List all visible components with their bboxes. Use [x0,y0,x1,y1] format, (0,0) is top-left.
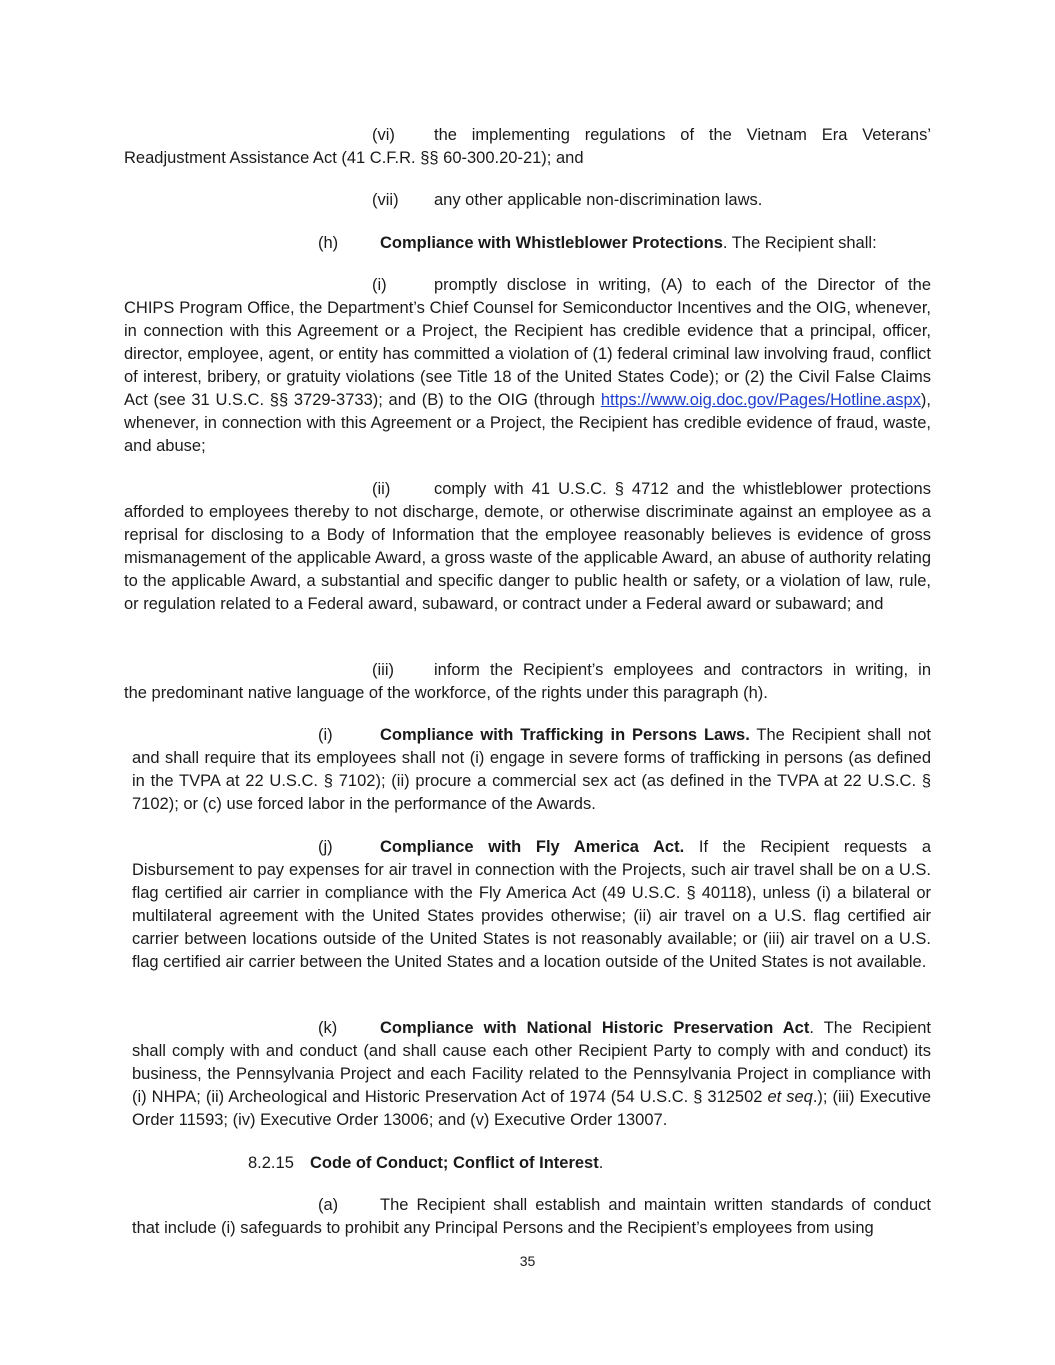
paragraph-a [132,1194,931,1240]
paragraph-vii-line [124,189,931,212]
section-heading: Compliance with National Historic Preservation Act [380,1019,810,1037]
section-8-2-15 [124,1152,931,1175]
section-heading: Compliance with Trafficking in Persons Laws. [380,726,750,744]
section-heading: Compliance with Fly America Act. [380,838,685,856]
paragraph-j [132,836,931,974]
section-heading: Code of Conduct; Conflict of Interest [310,1154,599,1172]
paragraph-text: Disbursement to pay expenses for air travel in connection with the Projects, such air travel shall be on a U.S. flag certified air carrier in compliance with the Fly America Act (49 U.S.C. § 40118), unless (i) a bilateral or multilateral agreement with the United States provides otherwise; (ii) air travel on a U.S. flag certified air carrier between locations outside of the United States is not reasonably available; or (iii) air travel on a U.S. flag certified air carrier between the United States and a location outside of the United States is not available. [132,861,931,971]
section-8-2-15-line [124,1152,931,1175]
item-label: (iii) [372,661,394,679]
paragraph-h-line [124,232,931,255]
paragraph-text: that include (i) safeguards to prohibit any Principal Persons and the Recipient’s employees from using [132,1219,874,1237]
paragraph-text: The Recipient shall establish and maintain written standards of conduct [380,1196,931,1214]
italic-text: et seq [767,1088,813,1106]
paragraph-text: .); (iii) Executive Order 11593; (iv) Executive Order 13006; and (v) Executive Order 13007. [132,1088,931,1129]
paragraph-text: CHIPS Program Office, the Department’s Chief Counsel for Semiconductor Incentives and the OIG, whenever, in connection with this Agreement or a Project, the Recipient has credible evidence that a principal, officer, director, employee, agent, or entity has committed a violation of (1) federal criminal law involving fraud, conflict of interest, bribery, or gratuity violations (see Title 18 of the United States Code); or (2) the Civil False Claims Act (see 31 U.S.C. §§ 3729-3733); and (B) to the OIG (through [124,299,931,409]
item-label: (j) [318,838,333,856]
item-label: (vii) [372,191,399,209]
paragraph-h [124,232,931,255]
paragraph-h-ii-first-line [124,478,931,501]
paragraph-vi-first-line [124,124,931,147]
paragraph-h-iii [124,659,931,705]
paragraph-text: the predominant native language of the workforce, of the rights under this paragraph (h). [124,684,768,702]
paragraph-h-i [124,274,931,458]
paragraph-j-first-line [132,836,931,859]
item-label: (k) [318,1019,338,1037]
paragraph-h-ii [124,478,931,616]
oig-hotline-link[interactable]: https://www.oig.doc.gov/Pages/Hotline.aspx [600,391,921,409]
item-label: (a) [318,1196,339,1214]
item-label: (i) [318,726,333,744]
item-label: (ii) [372,480,391,498]
paragraph-vii [124,189,931,212]
item-label: (vi) [372,126,395,144]
paragraph-k-first-line [132,1017,931,1040]
section-heading: Compliance with Whistleblower Protections [380,234,723,252]
paragraph-text: . The Recipient [809,1019,931,1037]
paragraph-text: any other applicable non-discrimination laws. [434,191,763,209]
paragraph-text: . [598,1154,604,1172]
paragraph-text: promptly disclose in writing, (A) to each of the Director of the [434,276,931,294]
paragraph-a-first-line [132,1194,931,1217]
paragraph-text: ), whenever, in connection with this Agreement or a Project, the Recipient has credible evidence of fraud, waste, and abuse; [124,391,931,455]
paragraph-text: shall comply with and conduct (and shall cause each other Recipient Party to comply with and conduct) its business, the Pennsylvania Project and each Facility related to the Pennsylvania Project in compliance with (i) NHPA; (ii) Archeological and Historic Preservation Act of 1974 (54 U.S.C. § 312502 [132,1042,931,1106]
item-label: (i) [372,276,387,294]
paragraph-text: and shall require that its employees shall not (i) engage in severe forms of trafficking in persons (as defined in the TVPA at 22 U.S.C. § 7102); (ii) procure a commercial sex act (as defined in the TVPA at 22 U.S.C. § 7102); or (c) use forced labor in the performance of the Awards. [132,749,931,813]
paragraph-h-i-first-line [124,274,931,297]
paragraph-text: afforded to employees thereby to not discharge, demote, or otherwise discriminate against an employee as a reprisal for disclosing to a Body of Information that the employee reasonably believes is evidence of gross mismanagement of the applicable Award, a gross waste of the applicable Award, an abuse of authority relating to the applicable Award, a substantial and specific danger to public health or safety, or a violation of law, rule, or regulation related to a Federal award, subaward, or contract under a Federal award or subaward; and [124,503,931,613]
paragraph-h-iii-first-line [124,659,931,682]
page-number: 35 [519,1253,536,1269]
paragraph-text: The Recipient shall not [749,726,931,744]
paragraph-text: If the Recipient requests a [684,838,931,856]
paragraph-i [132,724,931,816]
paragraph-text: . The Recipient shall: [722,234,877,252]
paragraph-vi [124,124,931,170]
paragraph-text: comply with 41 U.S.C. § 4712 and the whistleblower protections [434,480,931,498]
paragraph-k [132,1017,931,1132]
paragraph-text: inform the Recipient’s employees and contractors in writing, in [434,661,931,679]
section-number: 8.2.15 [248,1154,294,1172]
paragraph-text: Readjustment Assistance Act (41 C.F.R. §§ 60-300.20-21); and [124,149,584,167]
paragraph-i-first-line [132,724,931,747]
item-label: (h) [318,234,339,252]
paragraph-text: the implementing regulations of the Vietnam Era Veterans’ [434,126,931,144]
